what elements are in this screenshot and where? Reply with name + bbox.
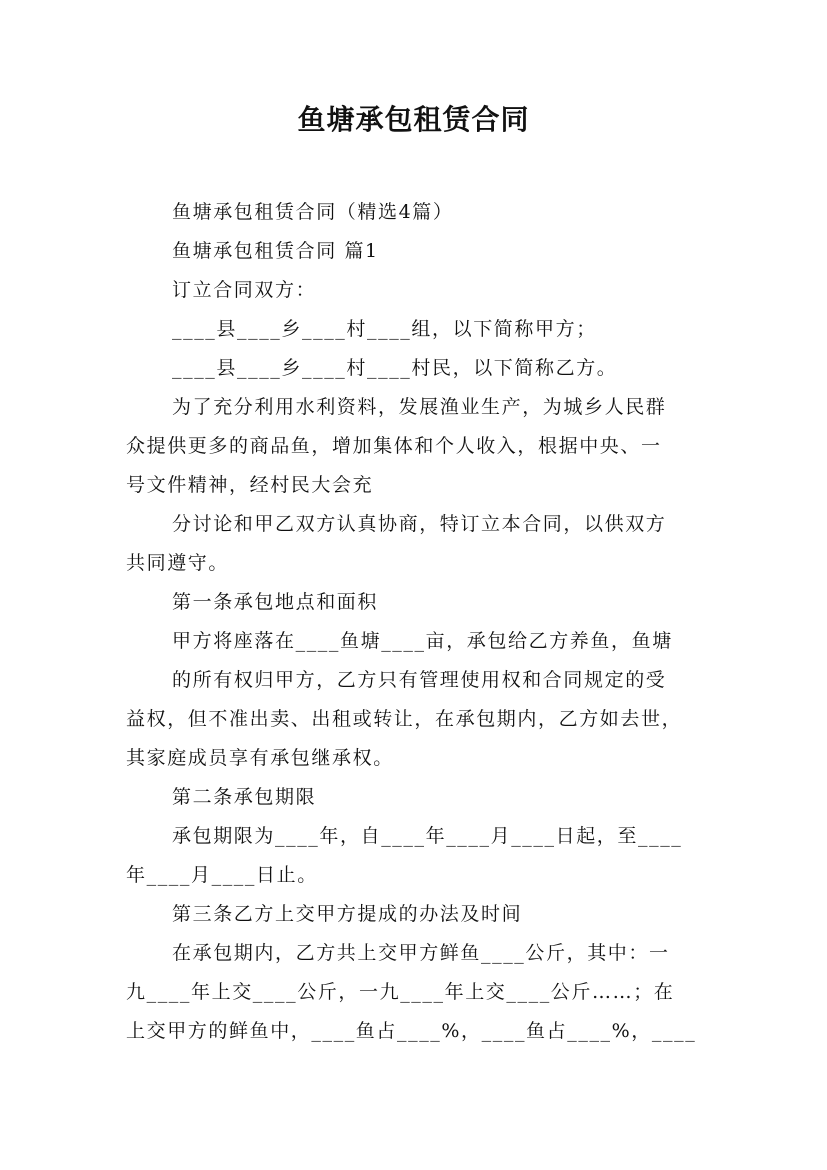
paragraph-line: 承包期限为____年，自____年____月____日起，至____ — [172, 825, 683, 847]
paragraph-line: 鱼塘承包租赁合同 篇1 — [172, 240, 379, 262]
paragraph-line: 甲方将座落在____鱼塘____亩，承包给乙方养鱼，鱼塘 — [172, 630, 673, 652]
paragraph-line: 共同遵守。 — [126, 552, 230, 574]
paragraph-line: 九____年上交____公斤，一九____年上交____公斤……；在 — [126, 981, 675, 1003]
paragraph-line: 分讨论和甲乙双方认真协商，特订立本合同，以供双方 — [172, 513, 667, 535]
paragraph-line: 为了充分利用水利资料，发展渔业生产，为城乡人民群 — [172, 396, 667, 418]
document-title: 鱼塘承包租赁合同 — [297, 103, 530, 136]
section-heading: 第二条承包期限 — [172, 786, 317, 808]
paragraph-line: ____县____乡____村____村民，以下简称乙方。 — [172, 357, 618, 379]
paragraph-line: 益权，但不准出卖、出租或转让，在承包期内，乙方如去世， — [126, 708, 683, 730]
paragraph-line: 其家庭成员享有承包继承权。 — [126, 747, 394, 769]
paragraph-line: 鱼塘承包租赁合同（精选4篇） — [172, 201, 454, 223]
paragraph-line: 的所有权归甲方，乙方只有管理使用权和合同规定的受 — [172, 669, 667, 691]
section-heading: 第一条承包地点和面积 — [172, 591, 379, 613]
paragraph-line: ____县____乡____村____组，以下简称甲方； — [172, 318, 597, 340]
paragraph-line: 订立合同双方： — [172, 279, 317, 301]
paragraph-line: 众提供更多的商品鱼，增加集体和个人收入，根据中央、一 — [126, 435, 662, 457]
paragraph-line: 在承包期内，乙方共上交甲方鲜鱼____公斤，其中：一 — [172, 942, 670, 964]
paragraph-line: 年____月____日止。 — [126, 864, 318, 886]
paragraph-line: 号文件精神，经村民大会充 — [126, 474, 374, 496]
section-heading: 第三条乙方上交甲方提成的办法及时间 — [172, 903, 523, 925]
paragraph-line: 上交甲方的鲜鱼中，____鱼占____%，____鱼占____%，____ — [126, 1020, 697, 1042]
